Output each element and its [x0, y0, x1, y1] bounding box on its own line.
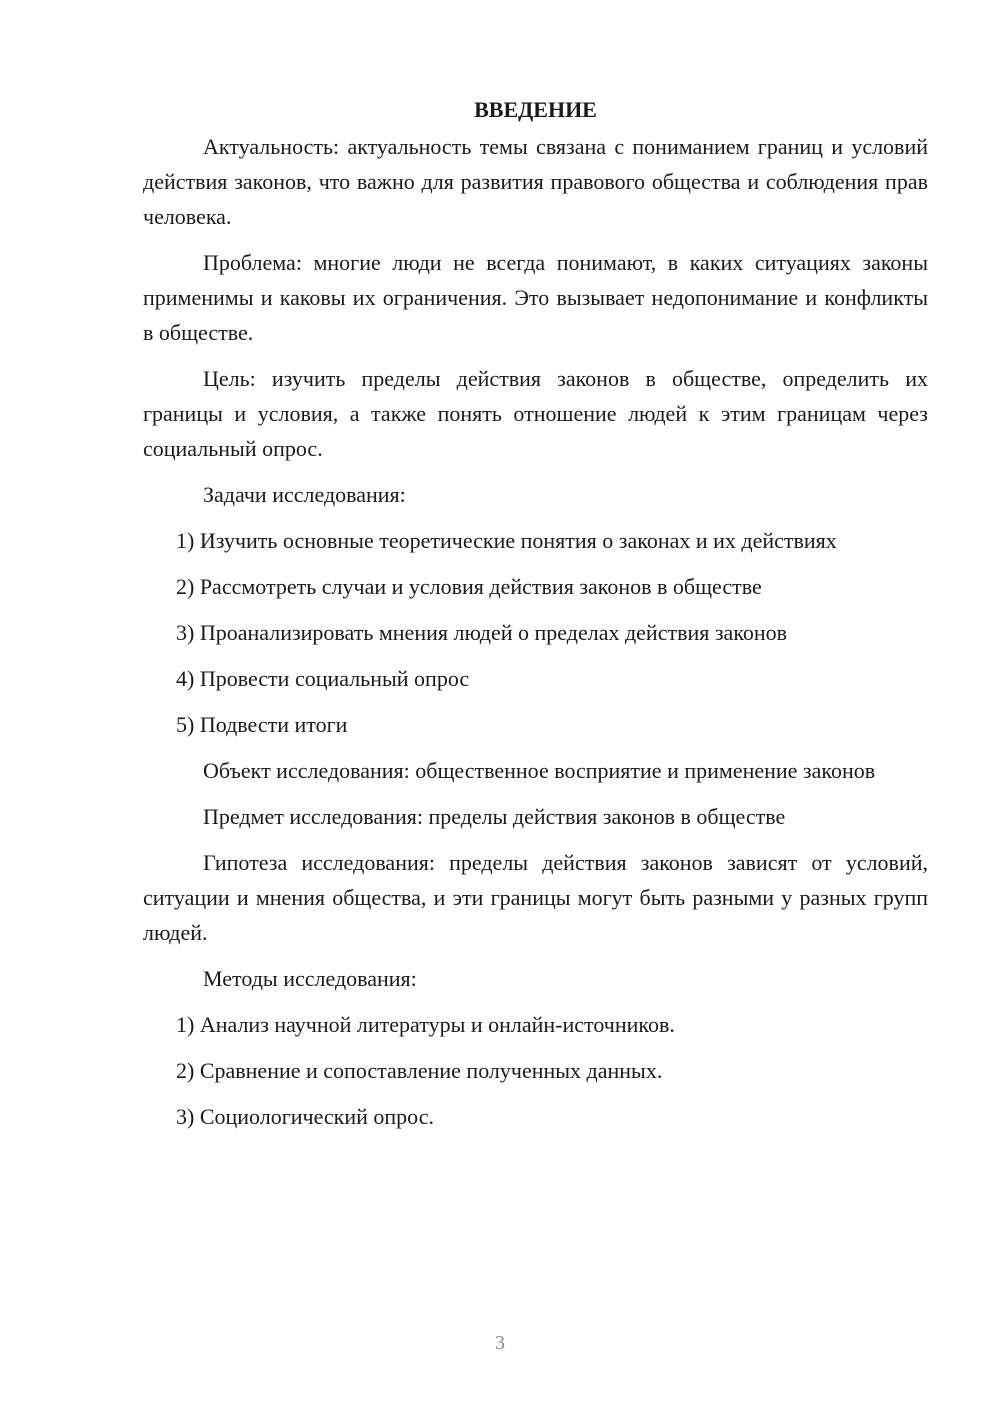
paragraph-relevance: Актуальность: актуальность темы связана с пониманием границ и условий действия законов, что важно для развития правового общества и соблюдения прав человека.	[143, 134, 928, 229]
paragraph-hypothesis: Гипотеза исследования: пределы действия законов зависят от условий, ситуации и мнения общества, и эти границы могут быть разными у разных групп людей.	[143, 850, 928, 945]
paragraph-problem: Проблема: многие люди не всегда понимают, в каких ситуациях законы применимы и каковы их ограничения. Это вызывает недопонимание и конфликты в обществе.	[143, 250, 928, 345]
paragraph-object: Объект исследования: общественное восприятие и применение законов	[203, 758, 876, 783]
tasks-list	[143, 523, 928, 742]
paragraph-subject: Предмет исследования: пределы действия законов в обществе	[203, 804, 786, 829]
list-item: 4) Провести социальный опрос	[176, 666, 470, 691]
list-item: 2) Сравнение и сопоставление полученных данных.	[176, 1058, 663, 1083]
list-item: 3) Проанализировать мнения людей о пределах действия законов	[176, 620, 788, 645]
page-number: 3	[495, 1332, 505, 1354]
section-heading: ВВЕДЕНИЕ	[474, 97, 597, 122]
paragraph-goal: Цель: изучить пределы действия законов в обществе, определить их границы и условия, а также понять отношение людей к этим границам через социальный опрос.	[143, 366, 928, 461]
paragraph-methods-intro: Методы исследования:	[203, 966, 417, 991]
methods-list	[143, 1007, 928, 1134]
list-item: 5) Подвести итоги	[176, 712, 348, 737]
list-item: 1) Анализ научной литературы и онлайн-источников.	[176, 1012, 675, 1037]
list-item: 3) Социологический опрос.	[176, 1104, 434, 1129]
paragraph-tasks-intro: Задачи исследования:	[203, 482, 406, 507]
list-item: 1) Изучить основные теоретические понятия о законах и их действиях	[176, 528, 837, 553]
document-page	[143, 92, 928, 1145]
list-item: 2) Рассмотреть случаи и условия действия законов в обществе	[176, 574, 762, 599]
